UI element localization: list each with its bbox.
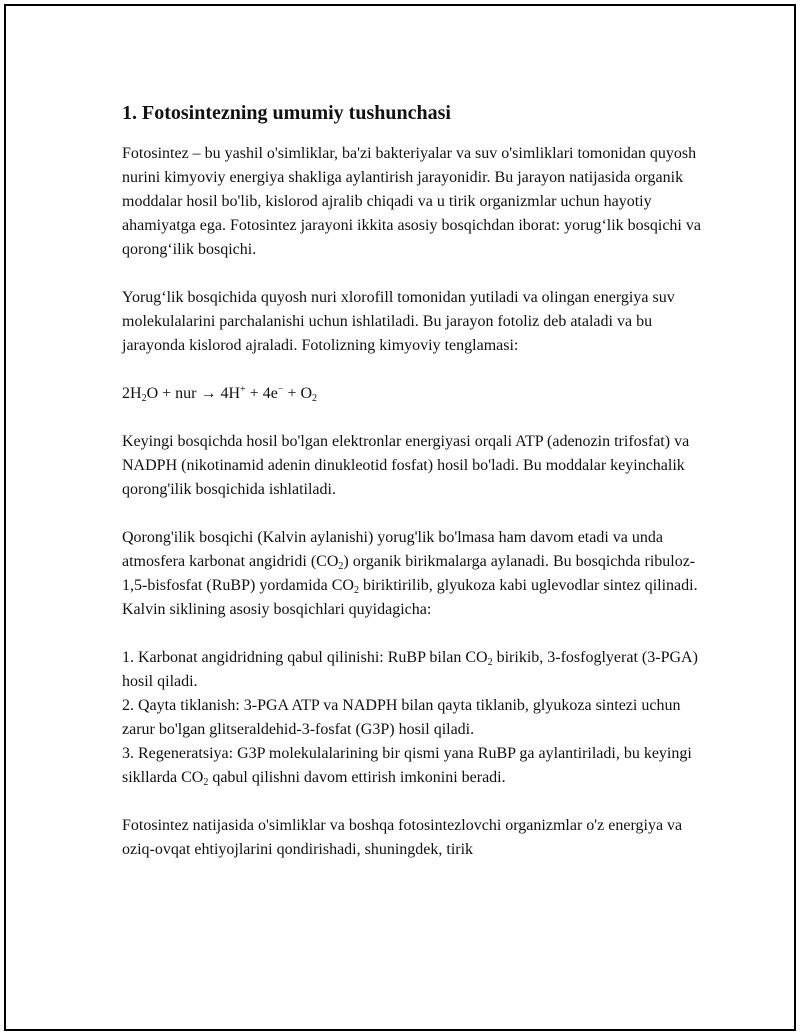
calvin-step-2: 2. Qayta tiklanish: 3-PGA ATP va NADPH bilan qayta tiklanib, glyukoza sintezi uchun zarur bo'lgan glitseraldehid-3-fosfat (G3P) hosil qiladi. xyxy=(122,697,681,738)
light-stage-paragraph: Yorug‘lik bosqichida quyosh nuri xlorofill tomonidan yutiladi va olingan energiya suv molekulalarini parchalanishi uchun ishlatiladi. Bu jarayon fotoliz deb ataladi va bu jarayonda kislorod ajraladi. Fotolizning kimyoviy tenglamasi: xyxy=(122,289,675,354)
step-text: 1. Karbonat angidridning qabul qilinishi: RuBP bilan CO xyxy=(122,649,488,666)
calvin-steps-list xyxy=(122,646,702,790)
co2-subscript: 2 xyxy=(203,777,209,788)
section-heading: 1. Fotosintezning umumiy tushunchasi xyxy=(122,102,451,124)
conclusion-paragraph: Fotosintez natijasida o'simliklar va boshqa fotosintezlovchi organizmlar o'z energiya va oziq-ovqat ehtiyojlarini qondirishadi, shuningdek, tirik xyxy=(122,817,683,858)
equation-subscript: 2 xyxy=(312,393,318,404)
dark-stage-text: ) organik birikmalarga aylanadi. Bu bosqichda ribuloz-1,5-bisfosfat (RuBP) yordamida CO xyxy=(122,553,696,594)
dark-stage-text: biriktirilib, glyukoza kabi uglevodlar sintez qilinadi. Kalvin siklining asosiy bosqichlari quyidagicha: xyxy=(122,577,698,618)
document-body xyxy=(122,98,702,886)
co2-subscript: 2 xyxy=(353,585,359,596)
photolysis-equation xyxy=(122,382,702,406)
equation-subscript: 2 xyxy=(141,393,147,404)
dark-stage-paragraph xyxy=(122,526,702,622)
step-text: birikib, 3-fosfoglyerat (3-PGA) hosil qiladi. xyxy=(122,649,698,690)
page-frame xyxy=(4,4,796,1031)
dark-stage-text: Qorong'ilik bosqichi (Kalvin aylanishi) yorug'lik bo'lmasa ham davom etadi va unda atmosfera karbonat angidridi (CO xyxy=(122,529,663,570)
equation-superscript: − xyxy=(277,384,284,395)
co2-subscript: 2 xyxy=(338,561,344,572)
step-text: 3. Regeneratsiya: G3P molekulalarining bir qismi yana RuBP ga aylantiriladi, bu keyingi sikllarda CO xyxy=(122,745,692,786)
intro-paragraph: Fotosintez – bu yashil o'simliklar, ba'zi bakteriyalar va suv o'simliklari tomonidan quyosh nurini kimyoviy energiya shakliga aylantirish jarayonidir. Bu jarayon natijasida organik moddalar hosil bo'lib, kislorod ajralib chiqadi va u tirik organizmlar uchun hayotiy ahamiyatga ega. Fotosintez jarayoni ikkita asosiy bosqichdan iborat: yorug‘lik bosqichi va qorong‘ilik bosqichi. xyxy=(122,145,701,258)
equation-part: O + nur → 4H xyxy=(146,385,241,402)
equation-superscript: + xyxy=(240,384,246,395)
next-stage-paragraph: Keyingi bosqichda hosil bo'lgan elektronlar energiyasi orqali ATP (adenozin trifosfat) va NADPH (nikotinamid adenin dinukleotid fosfat) hosil bo'ladi. Bu moddalar keyinchalik qorong'ilik bosqichida ishlatiladi. xyxy=(122,433,690,498)
co2-subscript: 2 xyxy=(487,657,493,668)
step-text: qabul qilishni davom ettirish imkonini beradi. xyxy=(208,769,506,786)
calvin-step-3 xyxy=(122,742,702,790)
equation-part: + O xyxy=(283,385,313,402)
equation-part: + 4e xyxy=(245,385,278,402)
calvin-step-1 xyxy=(122,646,702,694)
equation-part: 2H xyxy=(122,385,142,402)
